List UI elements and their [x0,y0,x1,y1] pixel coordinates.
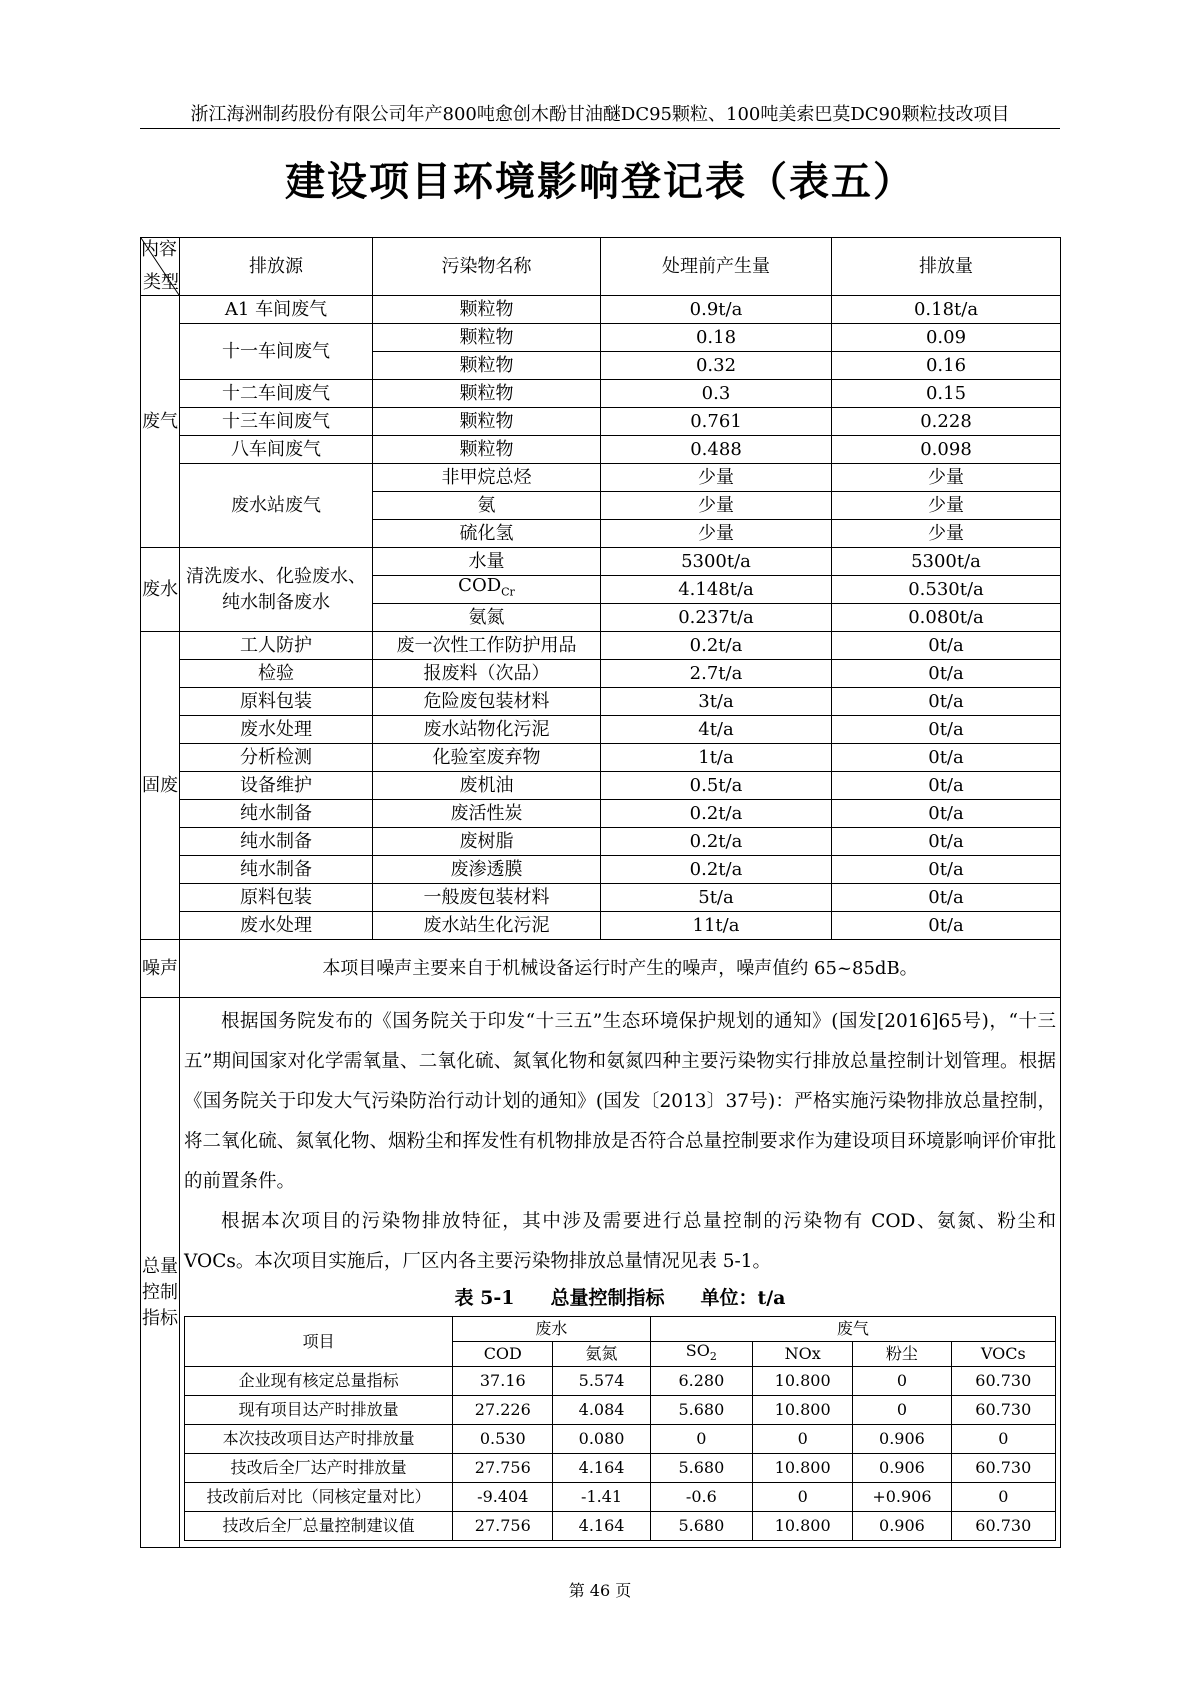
table-row [185,1396,1056,1425]
t51-cell: 10.800 [753,1367,853,1396]
source-cell: 纯水制备 [180,828,373,856]
table-row [141,380,1061,408]
t51-row-name: 本次技改项目达产时排放量 [185,1425,453,1454]
emission-cell: 0t/a [832,772,1061,800]
pollutant-cell: 废机油 [373,772,601,800]
t51-row-name: 现有项目达产时排放量 [185,1396,453,1425]
pollutant-cell: 颗粒物 [373,380,601,408]
pollutant-cell: 氨 [373,492,601,520]
pollutant-cell: 颗粒物 [373,408,601,436]
emission-cell: 少量 [832,492,1061,520]
t51-cell: 6.280 [650,1367,752,1396]
page-number: 第 46 页 [568,1581,632,1600]
emission-cell: 0.09 [832,324,1061,352]
table-row [141,324,1061,352]
source-cell: 废水处理 [180,716,373,744]
table-row [185,1483,1056,1512]
page-title: 建设项目环境影响登记表（表五） [285,158,915,205]
table-row [141,828,1061,856]
page-header: 浙江海洲制药股份有限公司年产800吨愈创木酚甘油醚DC95颗粒、100吨美索巴莫DC90颗粒技改项目 [190,104,1010,125]
pollutant-cell: 颗粒物 [373,324,601,352]
before-cell: 5t/a [601,884,832,912]
before-cell: 1t/a [601,744,832,772]
t51-cell: 0 [650,1425,752,1454]
registration-table [140,237,1061,1548]
caption-unit: 单位：t/a [700,1287,786,1309]
before-cell: 0.2t/a [601,828,832,856]
table-row [141,688,1061,716]
before-cell: 0.9t/a [601,296,832,324]
table-header-row [141,238,1061,296]
table-5-1-header-row [185,1317,1056,1342]
before-cell: 少量 [601,520,832,548]
pollutant-cell: 颗粒物 [373,296,601,324]
t51-cell: 5.680 [650,1454,752,1483]
pollutant-cell: 化验室废弃物 [373,744,601,772]
t51-cell: 37.16 [453,1367,553,1396]
t51-cell: 0.906 [853,1512,951,1541]
before-cell: 2.7t/a [601,660,832,688]
source-cell: 纯水制备 [180,856,373,884]
emission-cell: 0t/a [832,716,1061,744]
source-cell: 纯水制备 [180,800,373,828]
source-cell: 废水处理 [180,912,373,940]
t51-cell: 0 [753,1483,853,1512]
table-row [185,1367,1056,1396]
t51-row-name: 技改前后对比（同核定量对比） [185,1483,453,1512]
table-row [141,856,1061,884]
table-row [141,632,1061,660]
t51-sub-vocs: VOCs [951,1342,1055,1367]
t51-cell: 0.530 [453,1425,553,1454]
noise-row [141,940,1061,998]
t51-row-name: 技改后全厂总量控制建议值 [185,1512,453,1541]
before-cell: 0.3 [601,380,832,408]
diag-label-content: 内容 [141,239,177,260]
table-row [141,912,1061,940]
before-cell: 0.761 [601,408,832,436]
before-cell: 0.32 [601,352,832,380]
category-noise: 噪声 [141,940,180,998]
t51-cell: 0.906 [853,1425,951,1454]
source-cell: 十三车间废气 [180,408,373,436]
before-cell: 0.2t/a [601,632,832,660]
t51-cell: 5.680 [650,1512,752,1541]
pollutant-cell: 颗粒物 [373,352,601,380]
before-cell: 3t/a [601,688,832,716]
table-row [185,1512,1056,1541]
t51-cell: 0 [753,1425,853,1454]
before-cell: 0.237t/a [601,604,832,632]
t51-cell: 4.164 [553,1512,650,1541]
pollutant-cell: 氨氮 [373,604,601,632]
t51-cell: 5.680 [650,1396,752,1425]
pollutant-cell: 废一次性工作防护用品 [373,632,601,660]
source-cell: 原料包装 [180,688,373,716]
caption-name: 总量控制指标 [550,1287,665,1309]
emission-cell: 0t/a [832,660,1061,688]
table-row [141,800,1061,828]
emission-cell: 0.098 [832,436,1061,464]
pollutant-cell: 非甲烷总烃 [373,464,601,492]
pollutant-cell: 废活性炭 [373,800,601,828]
source-cell: 八车间废气 [180,436,373,464]
before-cell: 0.5t/a [601,772,832,800]
pollutant-cell: 危险废包装材料 [373,688,601,716]
t51-cell: 60.730 [951,1454,1055,1483]
emission-cell: 0t/a [832,632,1061,660]
source-cell: 检验 [180,660,373,688]
pollutant-cell: 水量 [373,548,601,576]
so2-subscript: 2 [709,1350,717,1364]
total-control-content [180,998,1061,1548]
paragraph-1: 根据国务院发布的《国务院关于印发“十三五”生态环境保护规划的通知》(国发[2016]65号)，“十三五”期间国家对化学需氧量、二氧化硫、氮氧化物和氨氮四种主要污染物实行排放总量控制计划管理。根据《国务院关于印发大气污染防治行动计划的通知》(国发〔2013〕37号)：严格实施污染物排放总量控制，将二氧化硫、氮氧化物、烟粉尘和挥发性有机物排放是否符合总量控制要求作为建设项目环境影响评价审批的前置条件。 [184,1011,1056,1192]
emission-cell: 0t/a [832,828,1061,856]
emission-cell: 0.080t/a [832,604,1061,632]
table-row [141,884,1061,912]
table-row [141,660,1061,688]
table-row [141,296,1061,324]
t51-cell: 27.756 [453,1512,553,1541]
col-header-emission: 排放量 [832,238,1061,296]
emission-cell: 0.18t/a [832,296,1061,324]
t51-cell: 4.084 [553,1396,650,1425]
category-gas: 废气 [141,296,180,548]
cod-subscript: Cr [501,585,515,599]
table-row [141,408,1061,436]
table-5-1-caption [184,1288,1056,1308]
t51-sub-dust: 粉尘 [853,1342,951,1367]
t51-header-item: 项目 [185,1317,453,1367]
t51-cell: 10.800 [753,1454,853,1483]
table-row [141,716,1061,744]
before-cell: 0.2t/a [601,800,832,828]
emission-cell: 0t/a [832,912,1061,940]
before-cell: 5300t/a [601,548,832,576]
emission-cell: 0.15 [832,380,1061,408]
t51-cell: 0 [853,1396,951,1425]
t51-cell: 4.164 [553,1454,650,1483]
t51-cell: -1.41 [553,1483,650,1512]
emission-cell: 0.530t/a [832,576,1061,604]
category-solid: 固废 [141,632,180,940]
source-cell: A1 车间废气 [180,296,373,324]
source-cell: 废水站废气 [180,464,373,548]
source-cell: 十二车间废气 [180,380,373,408]
before-cell: 4t/a [601,716,832,744]
t51-cell: -9.404 [453,1483,553,1512]
t51-header-water: 废水 [453,1317,651,1342]
header-rule [140,128,1060,129]
table-row [141,744,1061,772]
table-row [141,548,1061,576]
t51-cell: 27.756 [453,1454,553,1483]
table-row [141,436,1061,464]
t51-cell: 60.730 [951,1396,1055,1425]
t51-cell: 0.080 [553,1425,650,1454]
table-row [185,1425,1056,1454]
before-cell: 0.18 [601,324,832,352]
noise-text: 本项目噪声主要来自于机械设备运行时产生的噪声，噪声值约 65~85dB。 [180,940,1061,998]
so2-label: SO [685,1341,710,1360]
col-header-before: 处理前产生量 [601,238,832,296]
t51-cell: 10.800 [753,1396,853,1425]
emission-cell: 5300t/a [832,548,1061,576]
emission-cell: 0t/a [832,884,1061,912]
table-5-1 [184,1316,1056,1541]
pollutant-cell: 一般废包装材料 [373,884,601,912]
pollutant-cell: 报废料（次品） [373,660,601,688]
t51-cell: 10.800 [753,1512,853,1541]
table-row [185,1454,1056,1483]
before-cell: 少量 [601,492,832,520]
diag-label-type: 类型 [143,272,179,293]
source-cell: 设备维护 [180,772,373,800]
total-control-row [141,998,1061,1548]
category-water: 废水 [141,548,180,632]
t51-header-gas: 废气 [650,1317,1055,1342]
source-cell: 分析检测 [180,744,373,772]
t51-sub-nh3n: 氨氮 [553,1342,650,1367]
t51-row-name: 企业现有核定总量指标 [185,1367,453,1396]
pollutant-cell: 颗粒物 [373,436,601,464]
table-row [141,464,1061,492]
emission-cell: 0.16 [832,352,1061,380]
before-cell: 少量 [601,464,832,492]
emission-cell: 少量 [832,464,1061,492]
pollutant-cell-cod [373,576,601,604]
t51-row-name: 技改后全厂达产时排放量 [185,1454,453,1483]
caption-number: 表 5-1 [454,1287,515,1309]
t51-cell: 5.574 [553,1367,650,1396]
t51-sub-so2 [650,1342,752,1367]
t51-cell: 27.226 [453,1396,553,1425]
before-cell: 4.148t/a [601,576,832,604]
before-cell: 0.2t/a [601,856,832,884]
emission-cell: 少量 [832,520,1061,548]
t51-cell: -0.6 [650,1483,752,1512]
diagonal-header-cell [141,238,180,296]
source-cell: 原料包装 [180,884,373,912]
t51-cell: 60.730 [951,1367,1055,1396]
pollutant-cell: 废水站物化污泥 [373,716,601,744]
t51-cell: +0.906 [853,1483,951,1512]
source-cell: 工人防护 [180,632,373,660]
emission-cell: 0t/a [832,800,1061,828]
emission-cell: 0.228 [832,408,1061,436]
table-row [141,772,1061,800]
before-cell: 0.488 [601,436,832,464]
source-cell: 十一车间废气 [180,324,373,380]
paragraph-2: 根据本次项目的污染物排放特征，其中涉及需要进行总量控制的污染物有 COD、氨氮、粉尘和 VOCs。本次项目实施后，厂区内各主要污染物排放总量情况见表 5-1。 [184,1211,1056,1272]
emission-cell: 0t/a [832,856,1061,884]
t51-cell: 0.906 [853,1454,951,1483]
t51-sub-cod: COD [453,1342,553,1367]
t51-cell: 0 [853,1367,951,1396]
emission-cell: 0t/a [832,688,1061,716]
pollutant-cell: 硫化氢 [373,520,601,548]
col-header-pollutant: 污染物名称 [373,238,601,296]
t51-cell: 0 [951,1425,1055,1454]
t51-cell: 60.730 [951,1512,1055,1541]
emission-cell: 0t/a [832,744,1061,772]
pollutant-cell: 废树脂 [373,828,601,856]
col-header-source: 排放源 [180,238,373,296]
t51-sub-nox: NOx [753,1342,853,1367]
before-cell: 11t/a [601,912,832,940]
t51-cell: 0 [951,1483,1055,1512]
pollutant-cell: 废水站生化污泥 [373,912,601,940]
cod-label: COD [458,575,502,597]
category-total: 总量控制指标 [141,998,180,1548]
source-cell: 清洗废水、化验废水、纯水制备废水 [180,548,373,632]
pollutant-cell: 废渗透膜 [373,856,601,884]
